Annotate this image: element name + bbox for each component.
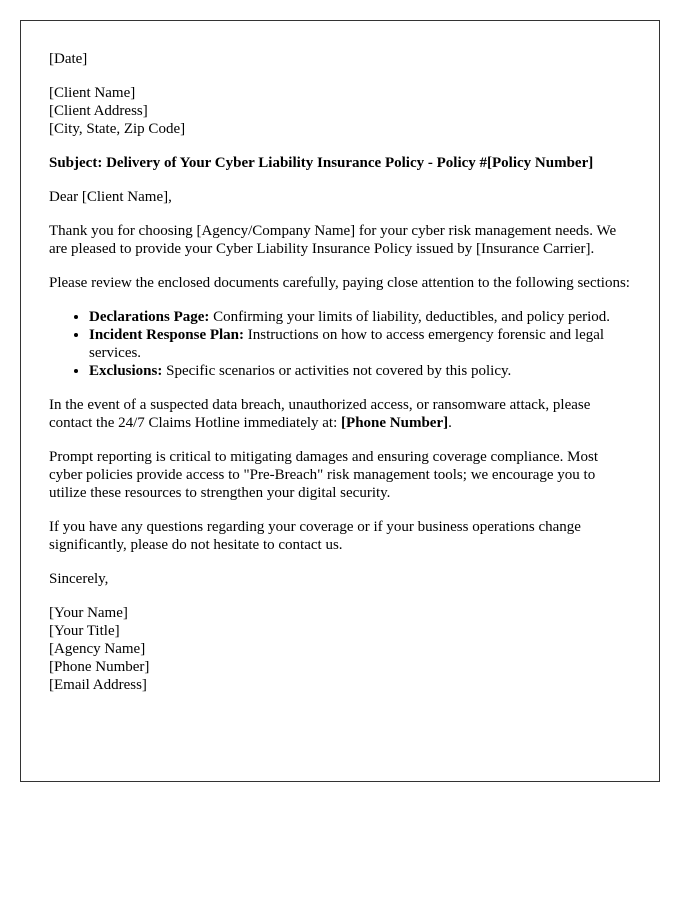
signature-name: [Your Name] xyxy=(49,605,128,621)
salutation: Dear [Client Name], xyxy=(49,189,172,205)
questions-paragraph: If you have any questions regarding your coverage or if your business operations change significantly, please do not hesitate to contact us. xyxy=(49,519,581,553)
letter-page xyxy=(20,20,660,782)
recipient-address-block xyxy=(49,84,631,138)
list-item xyxy=(89,326,631,362)
section-term: Incident Response Plan: xyxy=(89,327,245,343)
signature-agency: [Agency Name] xyxy=(49,641,146,657)
claims-end: . xyxy=(448,415,452,431)
policy-sections-list xyxy=(49,308,631,380)
signature-phone: [Phone Number] xyxy=(49,659,150,675)
recipient-city-state-zip: [City, State, Zip Code] xyxy=(49,121,186,137)
list-item xyxy=(89,308,631,326)
claims-phone-number: [Phone Number] xyxy=(341,415,449,431)
letter-subject: Subject: Delivery of Your Cyber Liability Insurance Policy - Policy #[Policy Number] xyxy=(49,155,594,171)
signature-title: [Your Title] xyxy=(49,623,120,639)
claims-paragraph xyxy=(49,396,631,432)
reporting-paragraph: Prompt reporting is critical to mitigating damages and ensuring coverage compliance. Most cyber policies provide access to "Pre-Breach" risk management tools; we encourage you to utilize these resources to strengthen your digital security. xyxy=(49,449,599,501)
closing: Sincerely, xyxy=(49,571,109,587)
signature-block xyxy=(49,604,631,694)
section-description: Instructions on how to access emergency forensic and legal services. xyxy=(89,327,605,361)
section-term: Exclusions: xyxy=(89,363,163,379)
recipient-address: [Client Address] xyxy=(49,103,148,119)
section-description: Specific scenarios or activities not covered by this policy. xyxy=(162,363,512,379)
letter-date: [Date] xyxy=(49,51,88,67)
intro-paragraph: Thank you for choosing [Agency/Company Name] for your cyber risk management needs. We are pleased to provide your Cyber Liability Insurance Policy issued by [Insurance Carrier]. xyxy=(49,223,617,257)
section-term: Declarations Page: xyxy=(89,309,210,325)
section-description: Confirming your limits of liability, deductibles, and policy period. xyxy=(209,309,611,325)
signature-email: [Email Address] xyxy=(49,677,147,693)
list-item xyxy=(89,362,631,380)
claims-text: In the event of a suspected data breach, unauthorized access, or ransomware attack, please contact the 24/7 Claims Hotline immediately at: xyxy=(49,397,591,431)
recipient-name: [Client Name] xyxy=(49,85,136,101)
review-paragraph: Please review the enclosed documents carefully, paying close attention to the following sections: xyxy=(49,275,630,291)
